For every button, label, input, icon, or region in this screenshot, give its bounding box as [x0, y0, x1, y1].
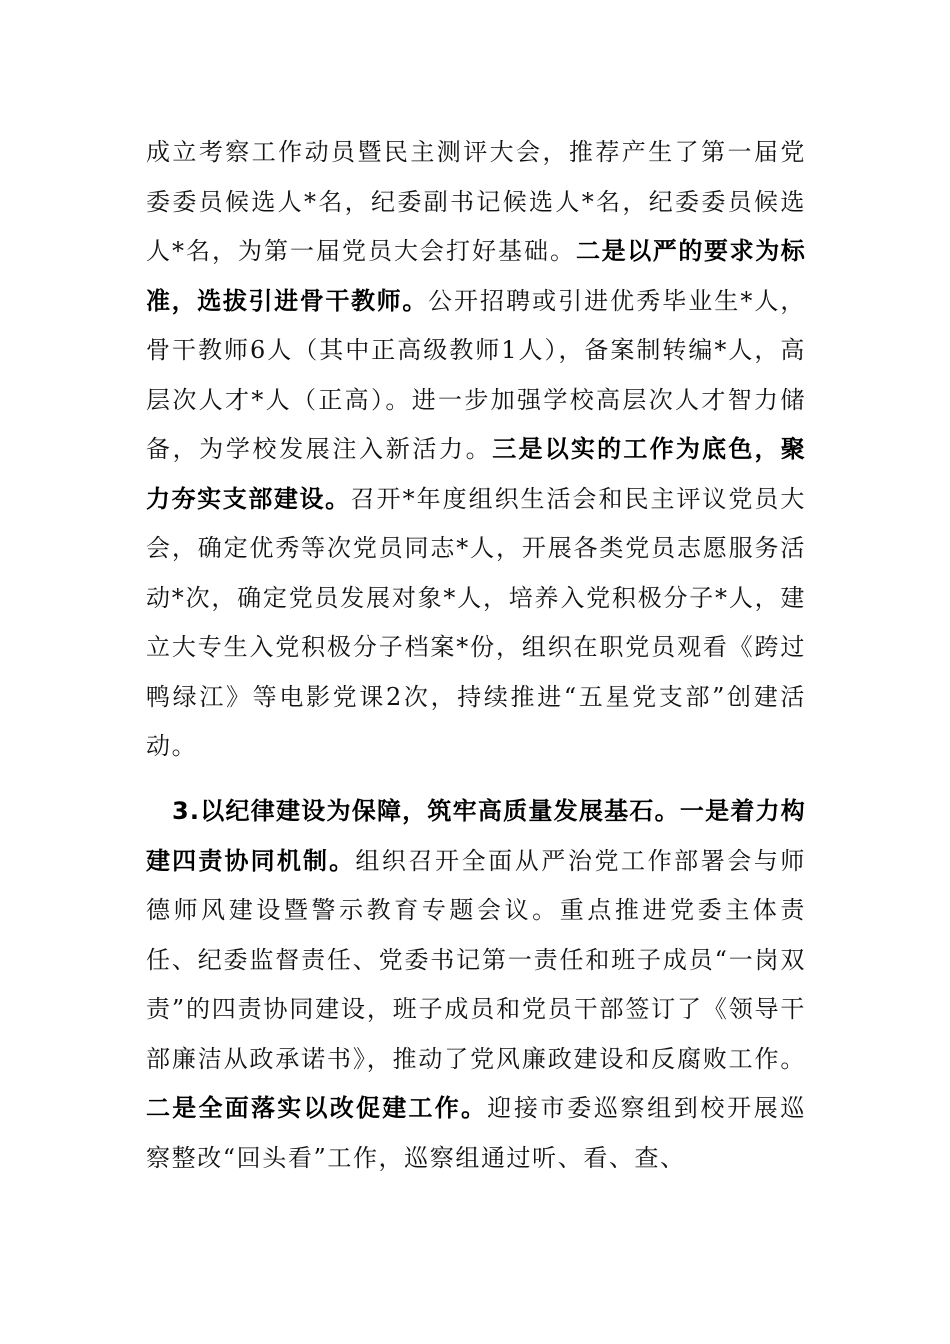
- paragraph-2-text: 组织召开全面从严治党工作部署会与师德师风建设暨警示教育专题会议。重点推进党委主体责任、纪委监督责任、党委书记第一责任和班子成员“一岗双责”的四责协同建设，班子成员和党员干部签订了《领导干部廉洁从政承诺书》，推动了党风廉政建设和反腐败工作。: [146, 846, 807, 1073]
- bold-heading-strict-standards: 二是以严的要求为标准，选拔引进骨干教师。: [146, 237, 806, 315]
- paragraph-1-text: 成立考察工作动员暨民主测评大会，推荐产生了第一届党委委员候选人*名，纪委副书记候选人*名，纪委委员候选人*名，为第一届党员大会打好基础。: [146, 138, 806, 265]
- paragraph-2-text: 迎接市委巡察组到校开展巡察整改“回头看”工作，巡察组通过听、看、查、: [146, 1094, 806, 1172]
- bold-heading-rectification: 二是全面落实以改促建工作。: [146, 1094, 488, 1122]
- bold-heading-discipline: 3.以纪律建设为保障，筑牢高质量发展基石。一是着力构建四责协同机制。: [146, 797, 806, 875]
- paragraph-2: [146, 787, 806, 1183]
- paragraph-1-text: 公开招聘或引进优秀毕业生*人，骨干教师6人（其中正高级教师1人），备案制转编*人，高层次人才*人（正高）。进一步加强学校高层次人才智力储备，为学校发展注入新活力。: [146, 286, 806, 463]
- paragraph-1-text: 召开*年度组织生活会和民主评议党员大会，确定优秀等次党员同志*人，开展各类党员志愿服务活动*次，确定党员发展对象*人，培养入党积极分子*人，建立大专生入党积极分子档案*份，组织在职党员观看《跨过鸭绿江》等电影党课2次，持续推进“五星党支部”创建活动。: [146, 484, 806, 760]
- bold-heading-branch-building: 三是以实的工作为底色，聚力夯实支部建设。: [146, 435, 806, 513]
- paragraph-1: [146, 128, 806, 772]
